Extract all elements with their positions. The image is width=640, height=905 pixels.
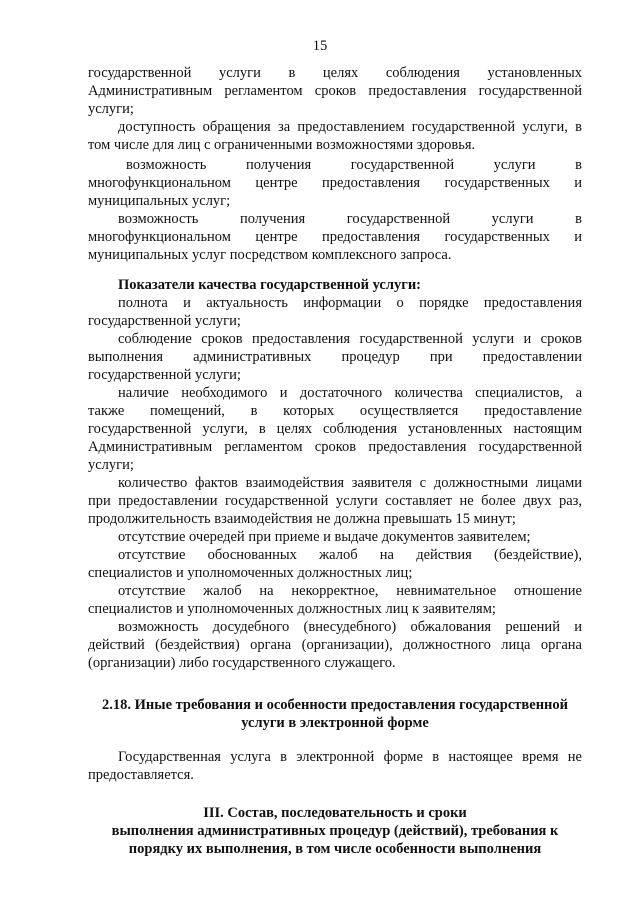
text-line: услуги; — [88, 101, 134, 117]
section-heading: услуги в электронной форме — [241, 715, 429, 731]
text-line: государственной услуги; — [88, 313, 241, 329]
text-line: количество фактов взаимодействия заявителя с должностными лицами — [118, 475, 582, 491]
text-line: Административным регламентом сроков предоставления государственной — [88, 439, 582, 455]
text-line: специалистов и уполномоченных должностных лиц к заявителям; — [88, 601, 496, 617]
text-line: выполнения административных процедур при предоставлении — [88, 349, 582, 365]
text-line: Административным регламентом сроков предоставления государственной — [88, 83, 582, 99]
text-line: полнота и актуальность информации о порядке предоставления — [118, 295, 582, 311]
text-line: муниципальных услуг посредством комплексного запроса. — [88, 247, 452, 263]
text-line: специалистов и уполномоченных должностных лиц; — [88, 565, 413, 581]
chapter-heading: III. Состав, последовательность и сроки — [203, 805, 467, 821]
text-line: государственной услуги в целях соблюдения установленных — [88, 65, 582, 81]
text-line: том числе для лиц с ограниченными возможностями здоровья. — [88, 137, 476, 153]
text-line: возможность досудебного (внесудебного) обжалования решений и — [118, 619, 582, 635]
page-number: 15 — [312, 38, 328, 54]
section-heading: 2.18. Иные требования и особенности предоставления государственной — [101, 697, 569, 713]
text-line: при предоставлении государственной услуги составляет не более двух раз, — [88, 493, 582, 509]
chapter-heading: порядку их выполнения, в том числе особенности выполнения — [128, 841, 542, 857]
section-heading: Показатели качества государственной услуги: — [118, 277, 422, 293]
text-line: государственной услуги; — [88, 367, 241, 383]
text-line: многофункциональном центре предоставления государственных и — [88, 175, 582, 191]
text-line: действий (бездействия) органа (организации), должностного лица органа — [88, 637, 582, 653]
text-line: наличие необходимого и достаточного количества специалистов, а — [118, 385, 582, 401]
text-line: Государственная услуга в электронной форме в настоящее время не — [118, 749, 582, 765]
text-line: многофункциональном центре предоставления государственных и — [88, 229, 582, 245]
text-line: продолжительность взаимодействия не должна превышать 15 минут; — [88, 511, 516, 527]
text-line: (организации) либо государственного служащего. — [88, 655, 396, 671]
text-line: государственной услуги, в целях соблюдения установленных настоящим — [88, 421, 582, 437]
text-line: возможность получения государственной услуги в — [118, 211, 582, 227]
text-line: муниципальных услуг; — [88, 193, 231, 209]
chapter-heading: выполнения административных процедур (действий), требования к — [111, 823, 559, 839]
text-line: отсутствие обоснованных жалоб на действия (бездействие), — [118, 547, 582, 563]
text-line: соблюдение сроков предоставления государственной услуги и сроков — [118, 331, 582, 347]
text-line: отсутствие жалоб на некорректное, невнимательное отношение — [118, 583, 582, 599]
text-line: также помещений, в которых осуществляется предоставление — [88, 403, 582, 419]
text-line: предоставляется. — [88, 767, 194, 783]
text-line: отсутствие очередей при приеме и выдаче документов заявителем; — [118, 529, 531, 545]
text-line: возможность получения государственной услуги в — [126, 157, 582, 173]
text-line: доступность обращения за предоставлением государственной услуги, в — [118, 119, 582, 135]
text-line: услуги; — [88, 457, 134, 473]
